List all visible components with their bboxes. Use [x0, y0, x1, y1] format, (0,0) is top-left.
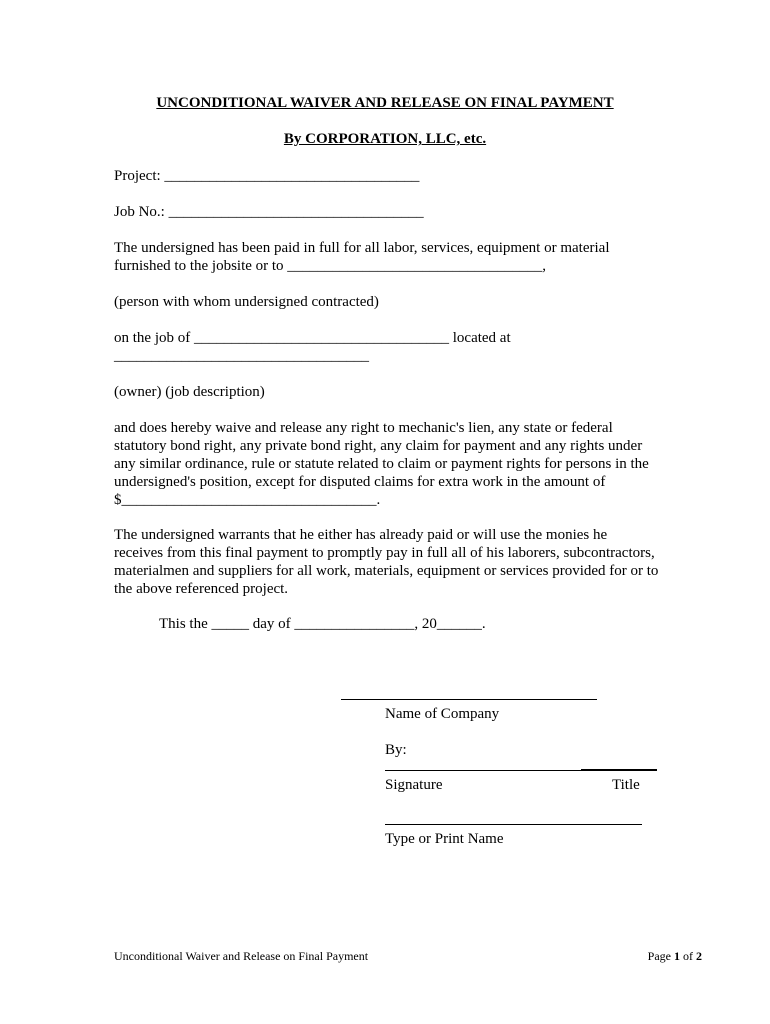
title-label: Title	[612, 777, 640, 793]
waiver-paragraph: and does hereby waive and release any right to mechanic's lien, any state or federal statutory bond right, any private bond right, any claim for payment and any rights under any similar ordinance, rule or statute related to claim or payment rights for persons in the undersigned's position, except for disputed claims for extra work in the amount of $__________________________________.	[114, 420, 649, 508]
print-name-line	[385, 824, 642, 825]
footer-document-name: Unconditional Waiver and Release on Final Payment	[114, 949, 369, 963]
payment-statement-line-2: furnished to the jobsite or to __________________________________,	[114, 258, 547, 274]
page-total: 2	[696, 949, 702, 963]
job-of-line: on the job of __________________________________ located at	[114, 330, 511, 346]
print-name-label: Type or Print Name	[385, 831, 504, 847]
title-line	[581, 769, 657, 771]
job-number-field: Job No.: __________________________________	[114, 204, 424, 220]
document-subtitle: By CORPORATION, LLC, etc.	[283, 131, 487, 147]
date-line: This the _____ day of ________________, 20______.	[159, 616, 486, 632]
signature-line	[385, 770, 581, 771]
company-signature-line	[341, 699, 597, 700]
project-field: Project: __________________________________	[114, 168, 420, 184]
document-title: UNCONDITIONAL WAIVER AND RELEASE ON FINAL PAYMENT	[156, 95, 614, 111]
warranty-paragraph: The undersigned warrants that he either has already paid or will use the monies he receives from this final payment to promptly pay in full all of his laborers, subcontractors, materialmen and suppliers for all work, materials, equipment or services provided for or to the above referenced project.	[114, 527, 659, 597]
payment-statement-line-1: The undersigned has been paid in full for all labor, services, equipment or material	[114, 240, 610, 256]
owner-job-note: (owner) (job description)	[114, 384, 265, 400]
page-of: of	[680, 949, 696, 963]
footer-page-number	[648, 949, 702, 963]
job-location-blank: __________________________________	[114, 348, 369, 364]
signature-label: Signature	[385, 777, 443, 793]
contracted-person-note: (person with whom undersigned contracted)	[114, 294, 379, 310]
page-prefix: Page	[647, 949, 674, 963]
by-label: By:	[385, 742, 407, 758]
company-name-label: Name of Company	[385, 706, 500, 722]
page-current: 1	[674, 949, 680, 963]
